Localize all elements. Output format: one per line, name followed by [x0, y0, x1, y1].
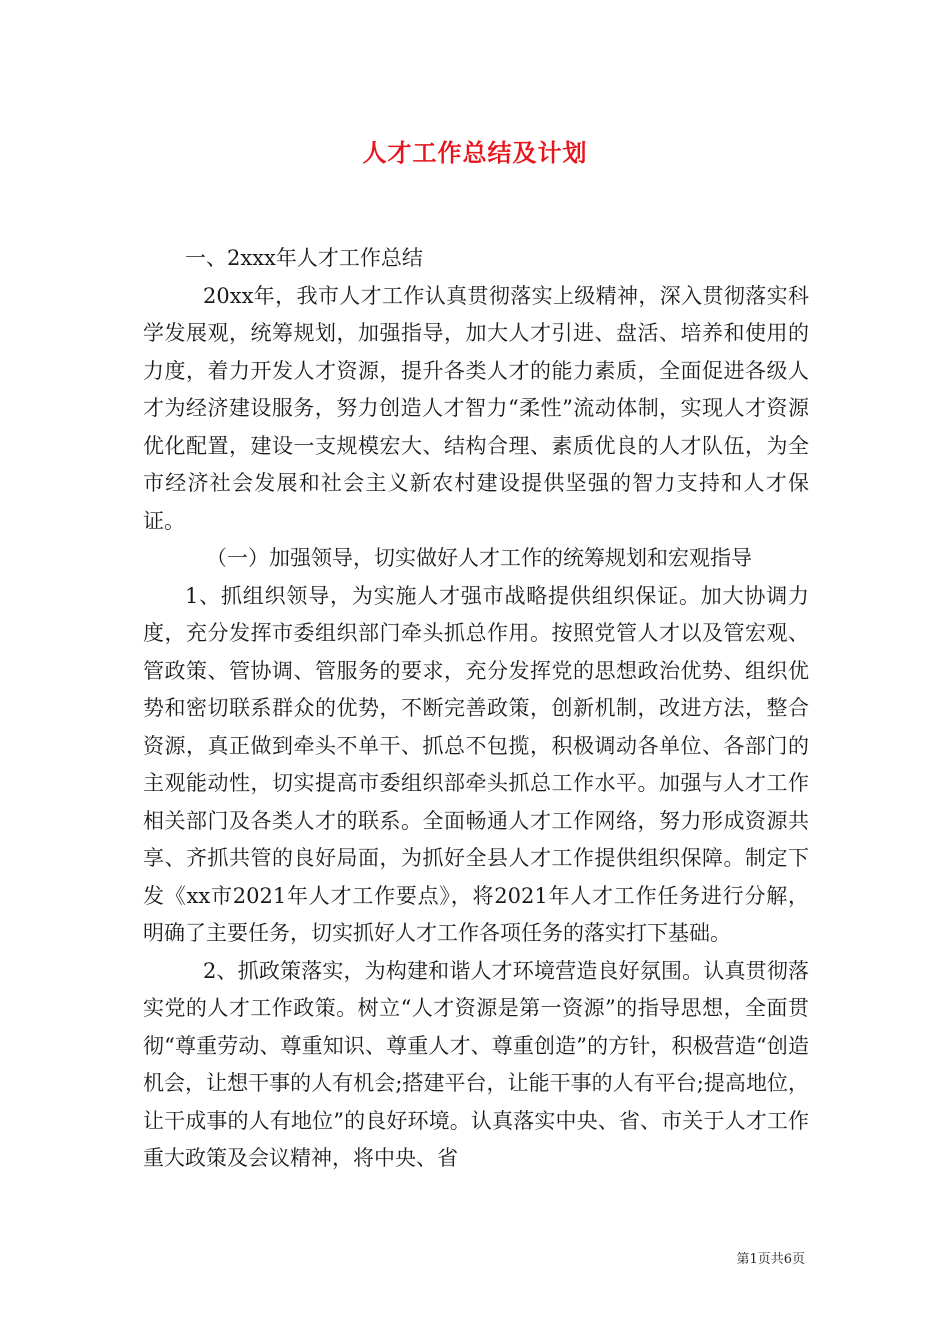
section-heading: 一、2xxx年人才工作总结 — [185, 246, 423, 270]
document-title: 人才工作总结及计划 — [362, 138, 588, 167]
sub-heading-1: （一）加强领导，切实做好人才工作的统筹规划和宏观指导 — [206, 546, 752, 570]
document-body — [143, 240, 809, 1178]
item-paragraph-2: 2、抓政策落实，为构建和谐人才环境营造良好氛围。认真贯彻落实党的人才工作政策。树立“人才资源是第一资源”的指导思想，全面贯彻“尊重劳动、尊重知识、尊重人才、尊重创造”的方针，积极营造“创造机会，让想干事的人有机会;搭建平台，让能干事的人有平台;提高地位，让干成事的人有地位”的良好环境。认真落实中央、省、市关于人才工作重大政策及会议精神，将中央、省 — [143, 958, 809, 1170]
item-paragraph-1: 1、抓组织领导，为实施人才强市战略提供组织保证。加大协调力度，充分发挥市委组织部门牵头抓总作用。按照党管人才以及管宏观、管政策、管协调、管服务的要求，充分发挥党的思想政治优势、组织优势和密切联系群众的优势，不断完善政策，创新机制，改进方法，整合资源，真正做到牵头不单干、抓总不包揽，积极调动各单位、各部门的主观能动性，切实提高市委组织部牵头抓总工作水平。加强与人才工作相关部门及各类人才的联系。全面畅通人才工作网络，努力形成资源共享、齐抓共管的良好局面，为抓好全县人才工作提供组织保障。制定下发《xx市2021年人才工作要点》，将2021年人才工作任务进行分解，明确了主要任务，切实抓好人才工作各项任务的落实打下基础。 — [143, 583, 809, 945]
page-number: 第1页共6页 — [736, 1252, 805, 1267]
intro-paragraph: 20xx年，我市人才工作认真贯彻落实上级精神，深入贯彻落实科学发展观，统筹规划，加强指导，加大人才引进、盘活、培养和使用的力度，着力开发人才资源，提升各类人才的能力素质，全面促进各级人才为经济建设服务，努力创造人才智力“柔性”流动体制，实现人才资源优化配置，建设一支规模宏大、结构合理、素质优良的人才队伍，为全市经济社会发展和社会主义新农村建设提供坚强的智力支持和人才保证。 — [143, 283, 809, 533]
